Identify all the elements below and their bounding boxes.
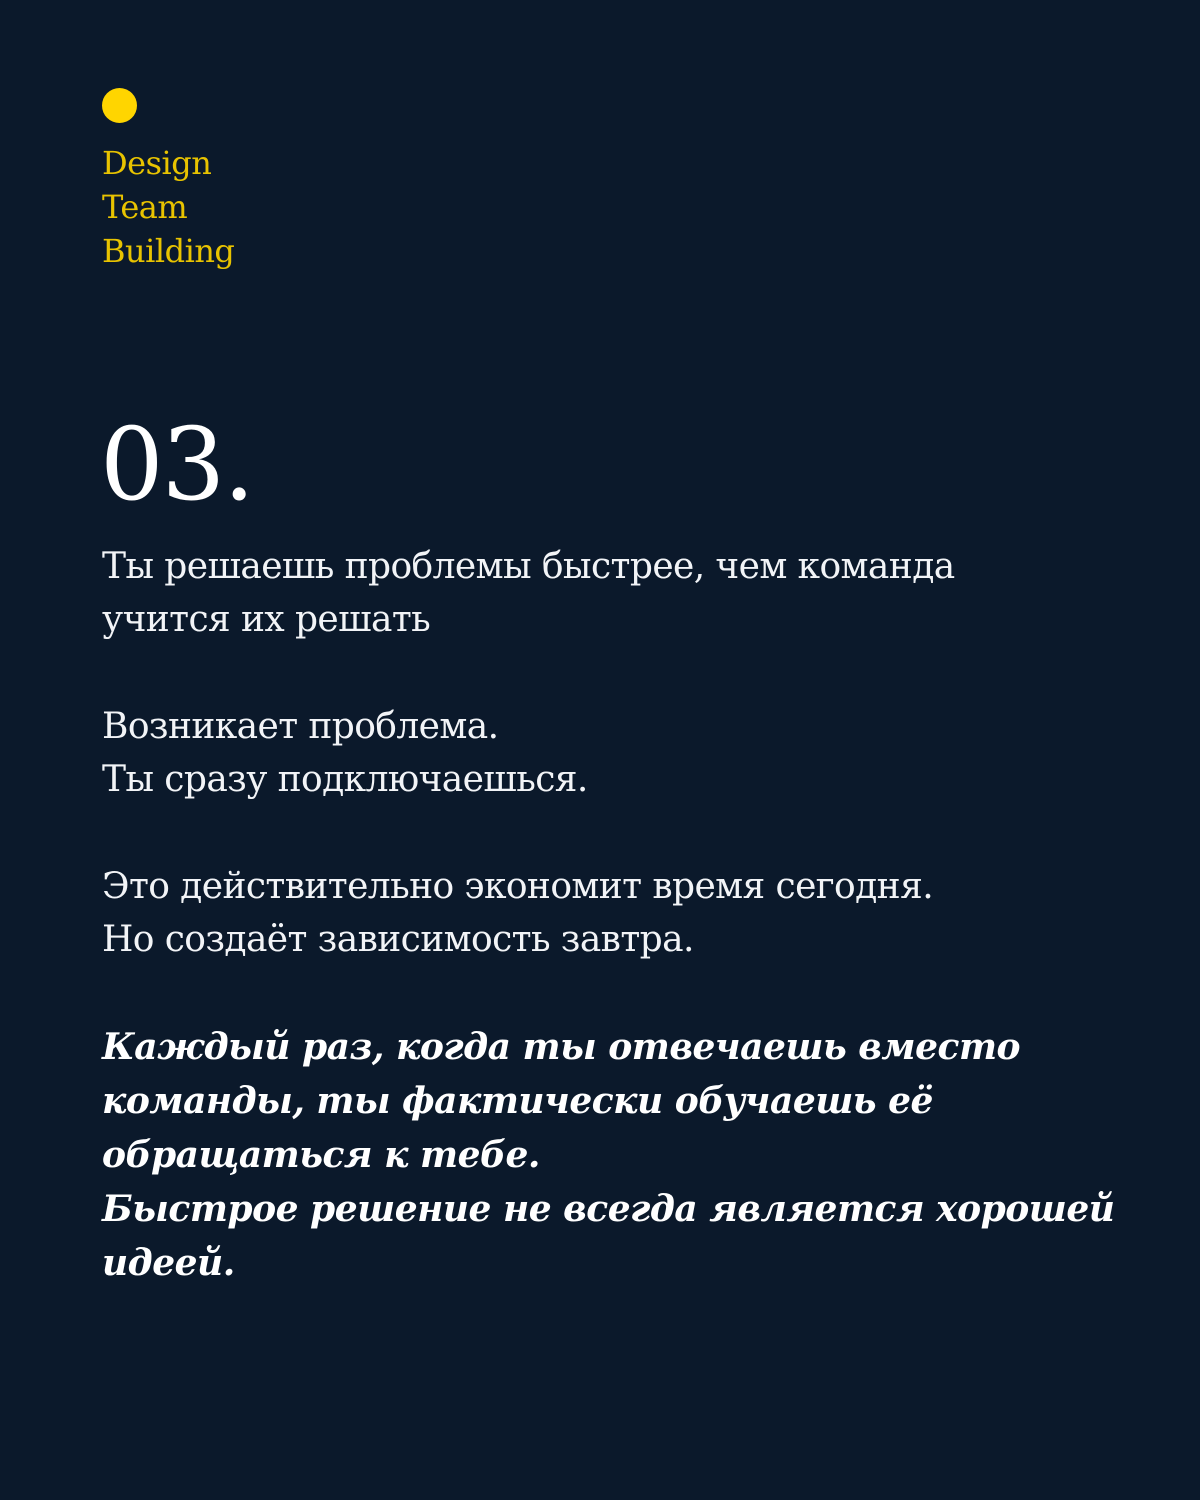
paragraph-line: Но создаёт зависимость завтра. <box>102 919 694 960</box>
emphasis-line: обращаться к тебе. <box>102 1134 540 1176</box>
paragraph-problem <box>102 700 1102 806</box>
paragraph-line: Это действительно экономит время сегодня. <box>102 866 934 907</box>
emphasis-line: Быстрое решение не всегда является хорошей <box>102 1188 1115 1230</box>
emphasis-line: команды, ты фактически обучаешь её <box>102 1080 933 1122</box>
brand-line-team: Team <box>102 188 188 226</box>
paragraph-line: Возникает проблема. <box>102 706 499 747</box>
paragraph-line: Ты сразу подключаешься. <box>102 759 588 800</box>
emphasis-line: Каждый раз, когда ты отвечаешь вместо <box>102 1026 1021 1068</box>
slide-number: 03. <box>100 406 254 523</box>
brand-block <box>102 88 234 273</box>
emphasis-paragraph <box>102 1020 1115 1290</box>
brand-dot-icon <box>102 88 137 123</box>
paragraph-line: учится их решать <box>102 599 431 640</box>
emphasis-line: идеей. <box>102 1242 235 1284</box>
brand-line-building: Building <box>102 232 235 270</box>
paragraph-intro <box>102 540 1102 646</box>
paragraph-consequence <box>102 860 1102 966</box>
slide-content <box>102 540 1115 1290</box>
paragraph-line: Ты решаешь проблемы быстрее, чем команда <box>102 546 955 587</box>
brand-line-design: Design <box>102 144 212 182</box>
